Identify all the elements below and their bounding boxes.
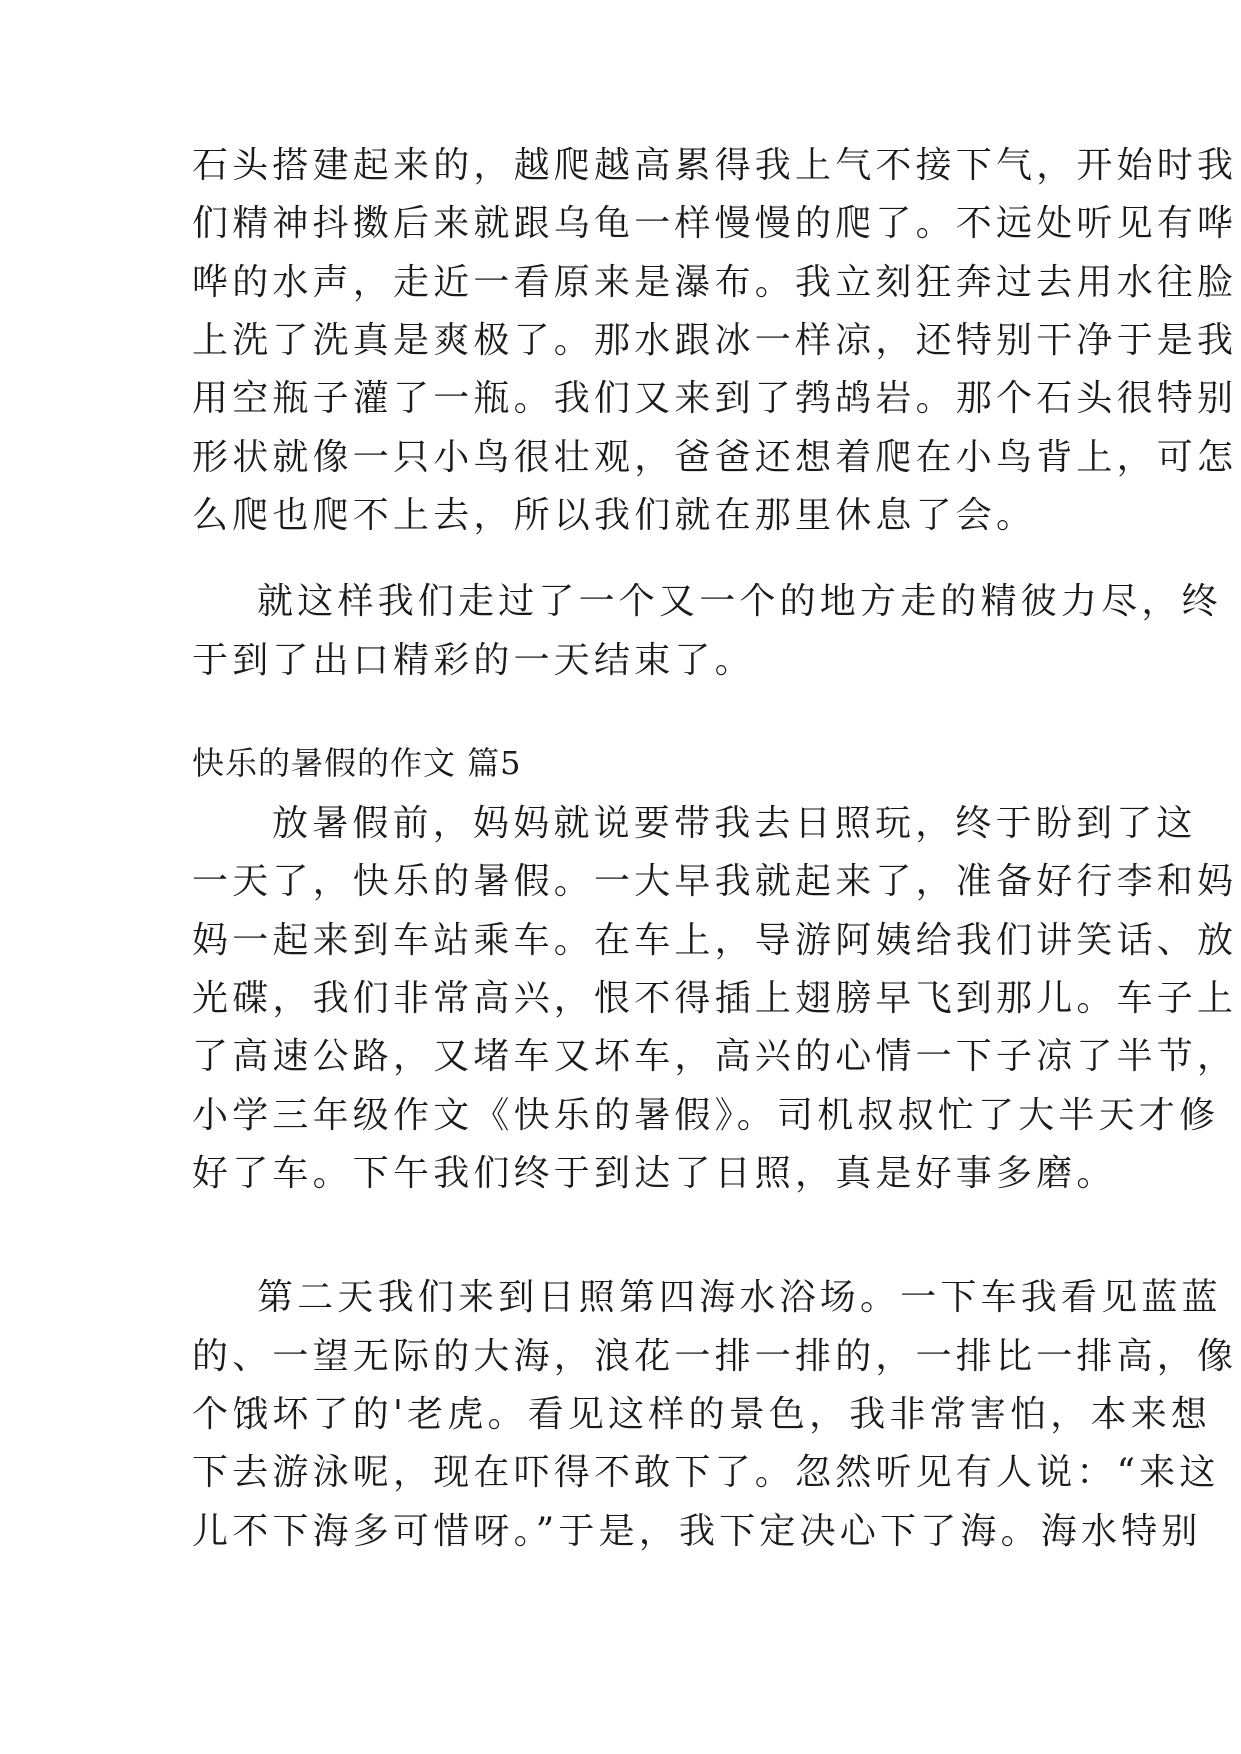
paragraph-line-5: 用空瓶子灌了一瓶。我们又来到了鹁鸪岩。那个石头很特别 <box>192 378 1238 419</box>
paragraph-line-11: 一天了，快乐的暑假。一大早我就起来了，准备好行李和妈 <box>192 861 1238 902</box>
paragraph-line-18: 的、一望无际的大海，浪花一排一排的，一排比一排高，像 <box>192 1336 1238 1377</box>
section-heading: 快乐的暑假的作文 篇5 <box>192 744 522 782</box>
paragraph-line-14: 了高速公路，又堵车又坏车，高兴的心情一下子凉了半节， <box>192 1036 1238 1077</box>
paragraph-line-16: 好了车。下午我们终于到达了日照，真是好事多磨。 <box>192 1153 1117 1194</box>
paragraph-line-17: 第二天我们来到日照第四海水浴场。一下车我看见蓝蓝 <box>257 1277 1222 1318</box>
paragraph-line-12: 妈一起来到车站乘车。在车上，导游阿姨给我们讲笑话、放 <box>192 920 1238 961</box>
paragraph-line-13: 光碟，我们非常高兴，恨不得插上翅膀早飞到那儿。车子上 <box>192 978 1238 1019</box>
paragraph-line-8: 就这样我们走过了一个又一个的地方走的精彼力尽，终 <box>257 581 1222 622</box>
paragraph-line-4: 上洗了洗真是爽极了。那水跟冰一样凉，还特别干净于是我 <box>192 320 1238 361</box>
paragraph-line-2: 们精神抖擞后来就跟乌龟一样慢慢的爬了。不远处听见有哗 <box>192 203 1238 244</box>
paragraph-line-9: 于到了出口精彩的一天结束了。 <box>192 640 755 681</box>
paragraph-line-6: 形状就像一只小鸟很壮观，爸爸还想着爬在小鸟背上，可怎 <box>192 437 1238 478</box>
paragraph-line-21: 儿不下海多可惜呀。”于是，我下定决心下了海。海水特别 <box>192 1511 1202 1552</box>
paragraph-line-3: 哗的水声，走近一看原来是瀑布。我立刻狂奔过去用水往脸 <box>192 262 1238 303</box>
paragraph-line-7: 么爬也爬不上去，所以我们就在那里休息了会。 <box>192 495 1037 536</box>
paragraph-line-19: 个饿坏了的'老虎。看见这样的景色，我非常害怕，本来想 <box>192 1394 1212 1435</box>
paragraph-line-20: 下去游泳呢，现在吓得不敢下了。忽然听见有人说：“来这 <box>192 1452 1220 1493</box>
paragraph-line-10: 放暑假前，妈妈就说要带我去日照玩，终于盼到了这 <box>272 803 1197 844</box>
paragraph-line-1: 石头搭建起来的，越爬越高累得我上气不接下气，开始时我 <box>192 145 1238 186</box>
paragraph-line-15: 小学三年级作文《快乐的暑假》。司机叔叔忙了大半天才修 <box>192 1095 1220 1136</box>
